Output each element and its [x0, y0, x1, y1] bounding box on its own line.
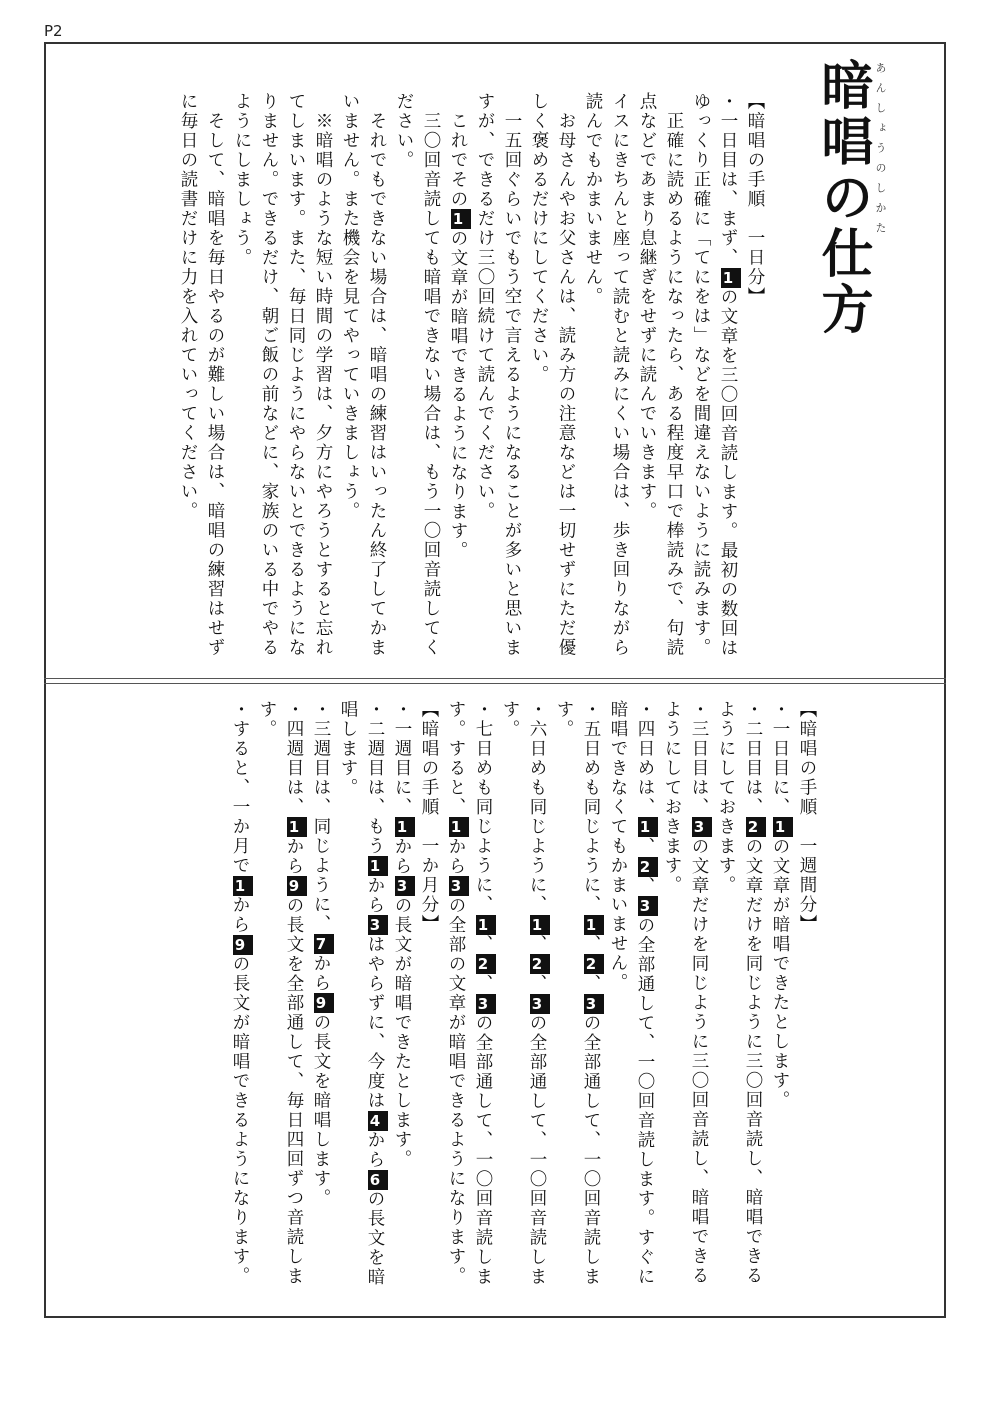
number-box: 9: [314, 993, 334, 1013]
daily-paragraph-10: そして、暗唱を毎日やるのが難しい場合は、暗唱の練習はせずに毎日の読書だけに力を入れていってください。: [178, 92, 225, 658]
number-box: 1: [233, 876, 253, 896]
number-box: 1: [449, 817, 469, 837]
month-week-1: ・一週目に、1から3の長文が暗唱できたとします。: [388, 700, 415, 1304]
number-box: 4: [368, 1111, 388, 1131]
daily-paragraph-4: お母さんやお父さんは、読み方の注意などは一切せずにただ優しく褒めるだけにしてください。: [529, 92, 576, 658]
daily-paragraph-6: これでその1の文章が暗唱できるようになります。: [444, 92, 471, 662]
section-divider: [44, 678, 946, 684]
title-ruby: あんしょうのしかた: [874, 62, 887, 242]
number-box: 1: [721, 268, 741, 288]
week-day-7: ・七日めも同じように、1、2、3の全部通して、一〇回音読します。すると、1から3の全部の文章が暗唱できるようになります。: [442, 700, 496, 1304]
number-box: 1: [287, 817, 307, 837]
daily-paragraph-8: それでもできない場合は、暗唱の練習はいったん終了してかまいません。また機会を見てやっていきましょう。: [340, 92, 387, 658]
number-box: 3: [530, 994, 550, 1014]
number-box: 3: [584, 994, 604, 1014]
number-box: 2: [476, 954, 496, 974]
weekly-heading: 【暗唱の手順 一週間分】: [797, 700, 817, 934]
number-box: 3: [449, 876, 469, 896]
daily-heading: 【暗唱の手順 一日分】: [745, 92, 765, 307]
number-box: 1: [395, 817, 415, 837]
number-box: 6: [368, 1170, 388, 1190]
number-box: 2: [530, 954, 550, 974]
number-box: 2: [638, 857, 658, 877]
number-box: 3: [692, 817, 712, 837]
number-box: 3: [638, 896, 658, 916]
week-day-1: ・一日目に、1の文章が暗唱できたとします。: [766, 700, 793, 1304]
daily-paragraph-5: 一五回ぐらいでもう空で言えるようになることが多いと思いますが、できるだけ三〇回続けて読んでください。: [475, 92, 522, 658]
daily-procedure-section: [178, 92, 768, 662]
month-result: ・すると、一か月で1から9の長文が暗唱できるようになります。: [226, 700, 253, 1304]
number-box: 7: [314, 934, 334, 954]
month-week-4: ・四週目は、1から9の長文を全部通して、毎日四回ずつ音読します。: [253, 700, 307, 1304]
number-box: 1: [476, 915, 496, 935]
week-day-2: ・二日目は、2の文章だけを同じように三〇回音読し、暗唱できるようにしておきます。: [712, 700, 766, 1304]
monthly-heading: 【暗唱の手順 一か月分】: [419, 700, 439, 934]
month-week-2: ・二週目は、もう1から3はやらずに、今度は4から6の長文を暗唱します。: [334, 700, 388, 1304]
daily-paragraph-2: 正確に読めるようになったら、ある程度早口で棒読みで、句読点などであまり息継ぎをせずに読んでいきます。: [637, 92, 684, 658]
number-box: 3: [476, 994, 496, 1014]
number-box: 9: [233, 935, 253, 955]
number-box: 2: [746, 817, 766, 837]
daily-note-paragraph: ※暗唱のような短い時間の学習は、夕方にやろうとすると忘れてしまいます。また、毎日同じようにやらないとできるようになりません。できるだけ、朝ご飯の前などに、家族のいる中でやるようにしましょう。: [232, 92, 333, 658]
weekly-monthly-section: [230, 700, 820, 1304]
number-box: 1: [638, 817, 658, 837]
number-box: 1: [368, 856, 388, 876]
page-number: P2: [44, 22, 63, 40]
number-box: 1: [451, 209, 471, 229]
month-week-3: ・三週目は、同じように、7から9の長文を暗唱します。: [307, 700, 334, 1304]
number-box: 3: [395, 876, 415, 896]
week-day-6: ・六日めも同じように、1、2、3の全部通して、一〇回音読します。: [496, 700, 550, 1304]
week-day-4: ・四日めは、1、2、3の全部通して、一〇回音読します。すぐに暗唱できなくてもかまいません。: [604, 700, 658, 1304]
number-box: 2: [584, 954, 604, 974]
week-day-3: ・三日目は、3の文章だけを同じように三〇回音読し、暗唱できるようにしておきます。: [658, 700, 712, 1304]
daily-step-1: ・一日目は、まず、1の文章を三〇回音読します。最初の数回はゆっくり正確に「てにをは」などを間違えないように読みます。: [687, 92, 741, 662]
daily-paragraph-7: 三〇回音読しても暗唱できない場合は、もう一〇回音読してください。: [394, 92, 441, 658]
daily-paragraph-3: イスにきちんと座って読むと読みにくい場合は、歩き回りながら読んでもかまいません。: [583, 92, 630, 658]
week-day-5: ・五日めも同じように、1、2、3の全部通して、一〇回音読します。: [550, 700, 604, 1304]
number-box: 1: [584, 915, 604, 935]
page-title: 暗唱の仕方: [812, 58, 873, 338]
number-box: 9: [287, 876, 307, 896]
number-box: 1: [530, 915, 550, 935]
number-box: 1: [773, 817, 793, 837]
number-box: 3: [368, 915, 388, 935]
